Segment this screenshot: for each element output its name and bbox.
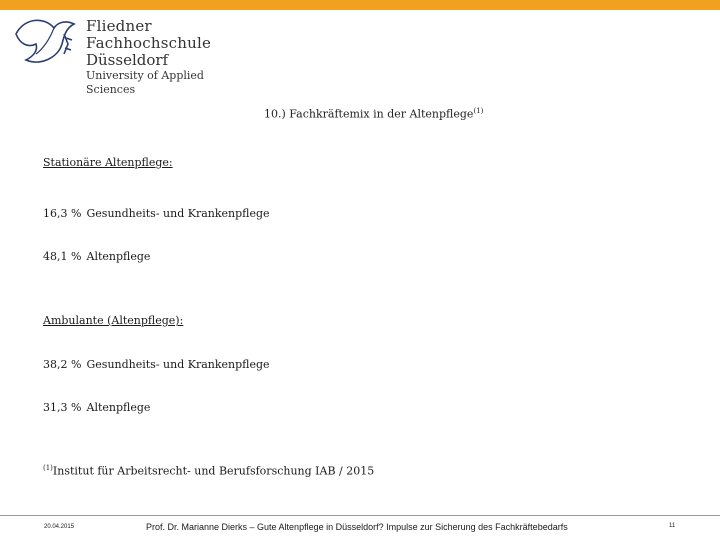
logo-line-3: University of Applied Sciences [86,69,204,96]
footer-date: 20.04.2015 [44,524,75,530]
university-logo [14,14,254,96]
logo-line-1: Fliedner Fachhochschule [86,17,212,52]
page-number: 11 [669,523,676,529]
profession-label: Altenpflege [86,250,151,263]
slide-title-footnote-ref: (1) [473,107,484,115]
profession-label: Gesundheits- und Krankenpflege [86,358,270,371]
percentage-value: 16,3 % [43,207,82,220]
profession-label: Gesundheits- und Krankenpflege [86,207,270,220]
section-heading-stationaer: Stationäre Altenpflege: [43,156,173,169]
percentage-value: 48,1 % [43,250,82,263]
list-item [43,401,150,414]
percentage-value: 38,2 % [43,358,82,371]
footnote-marker: (1) [43,464,53,472]
footer-caption: Prof. Dr. Marianne Dierks – Gute Altenpflege in Düsseldorf? Impulse zur Sicherung des Fachkräftebedarfs [146,522,568,532]
footnote-text: Institut für Arbeitsrecht- und Berufsforschung IAB / 2015 [52,464,375,478]
logo-line-2: Düsseldorf [86,51,169,69]
list-item [43,358,270,371]
dove-logo-icon [14,14,80,68]
section-heading-ambulant: Ambulante (Altenpflege): [43,314,184,327]
top-accent-bar [0,0,720,10]
logo-wordmark [86,18,254,97]
footer-divider [0,515,720,516]
list-item [43,250,150,263]
percentage-value: 31,3 % [43,401,82,414]
list-item [43,207,270,220]
source-footnote [43,464,374,478]
slide-title-text: 10.) Fachkräftemix in der Altenpflege [264,107,474,121]
profession-label: Altenpflege [86,401,151,414]
slide-title [264,107,483,121]
